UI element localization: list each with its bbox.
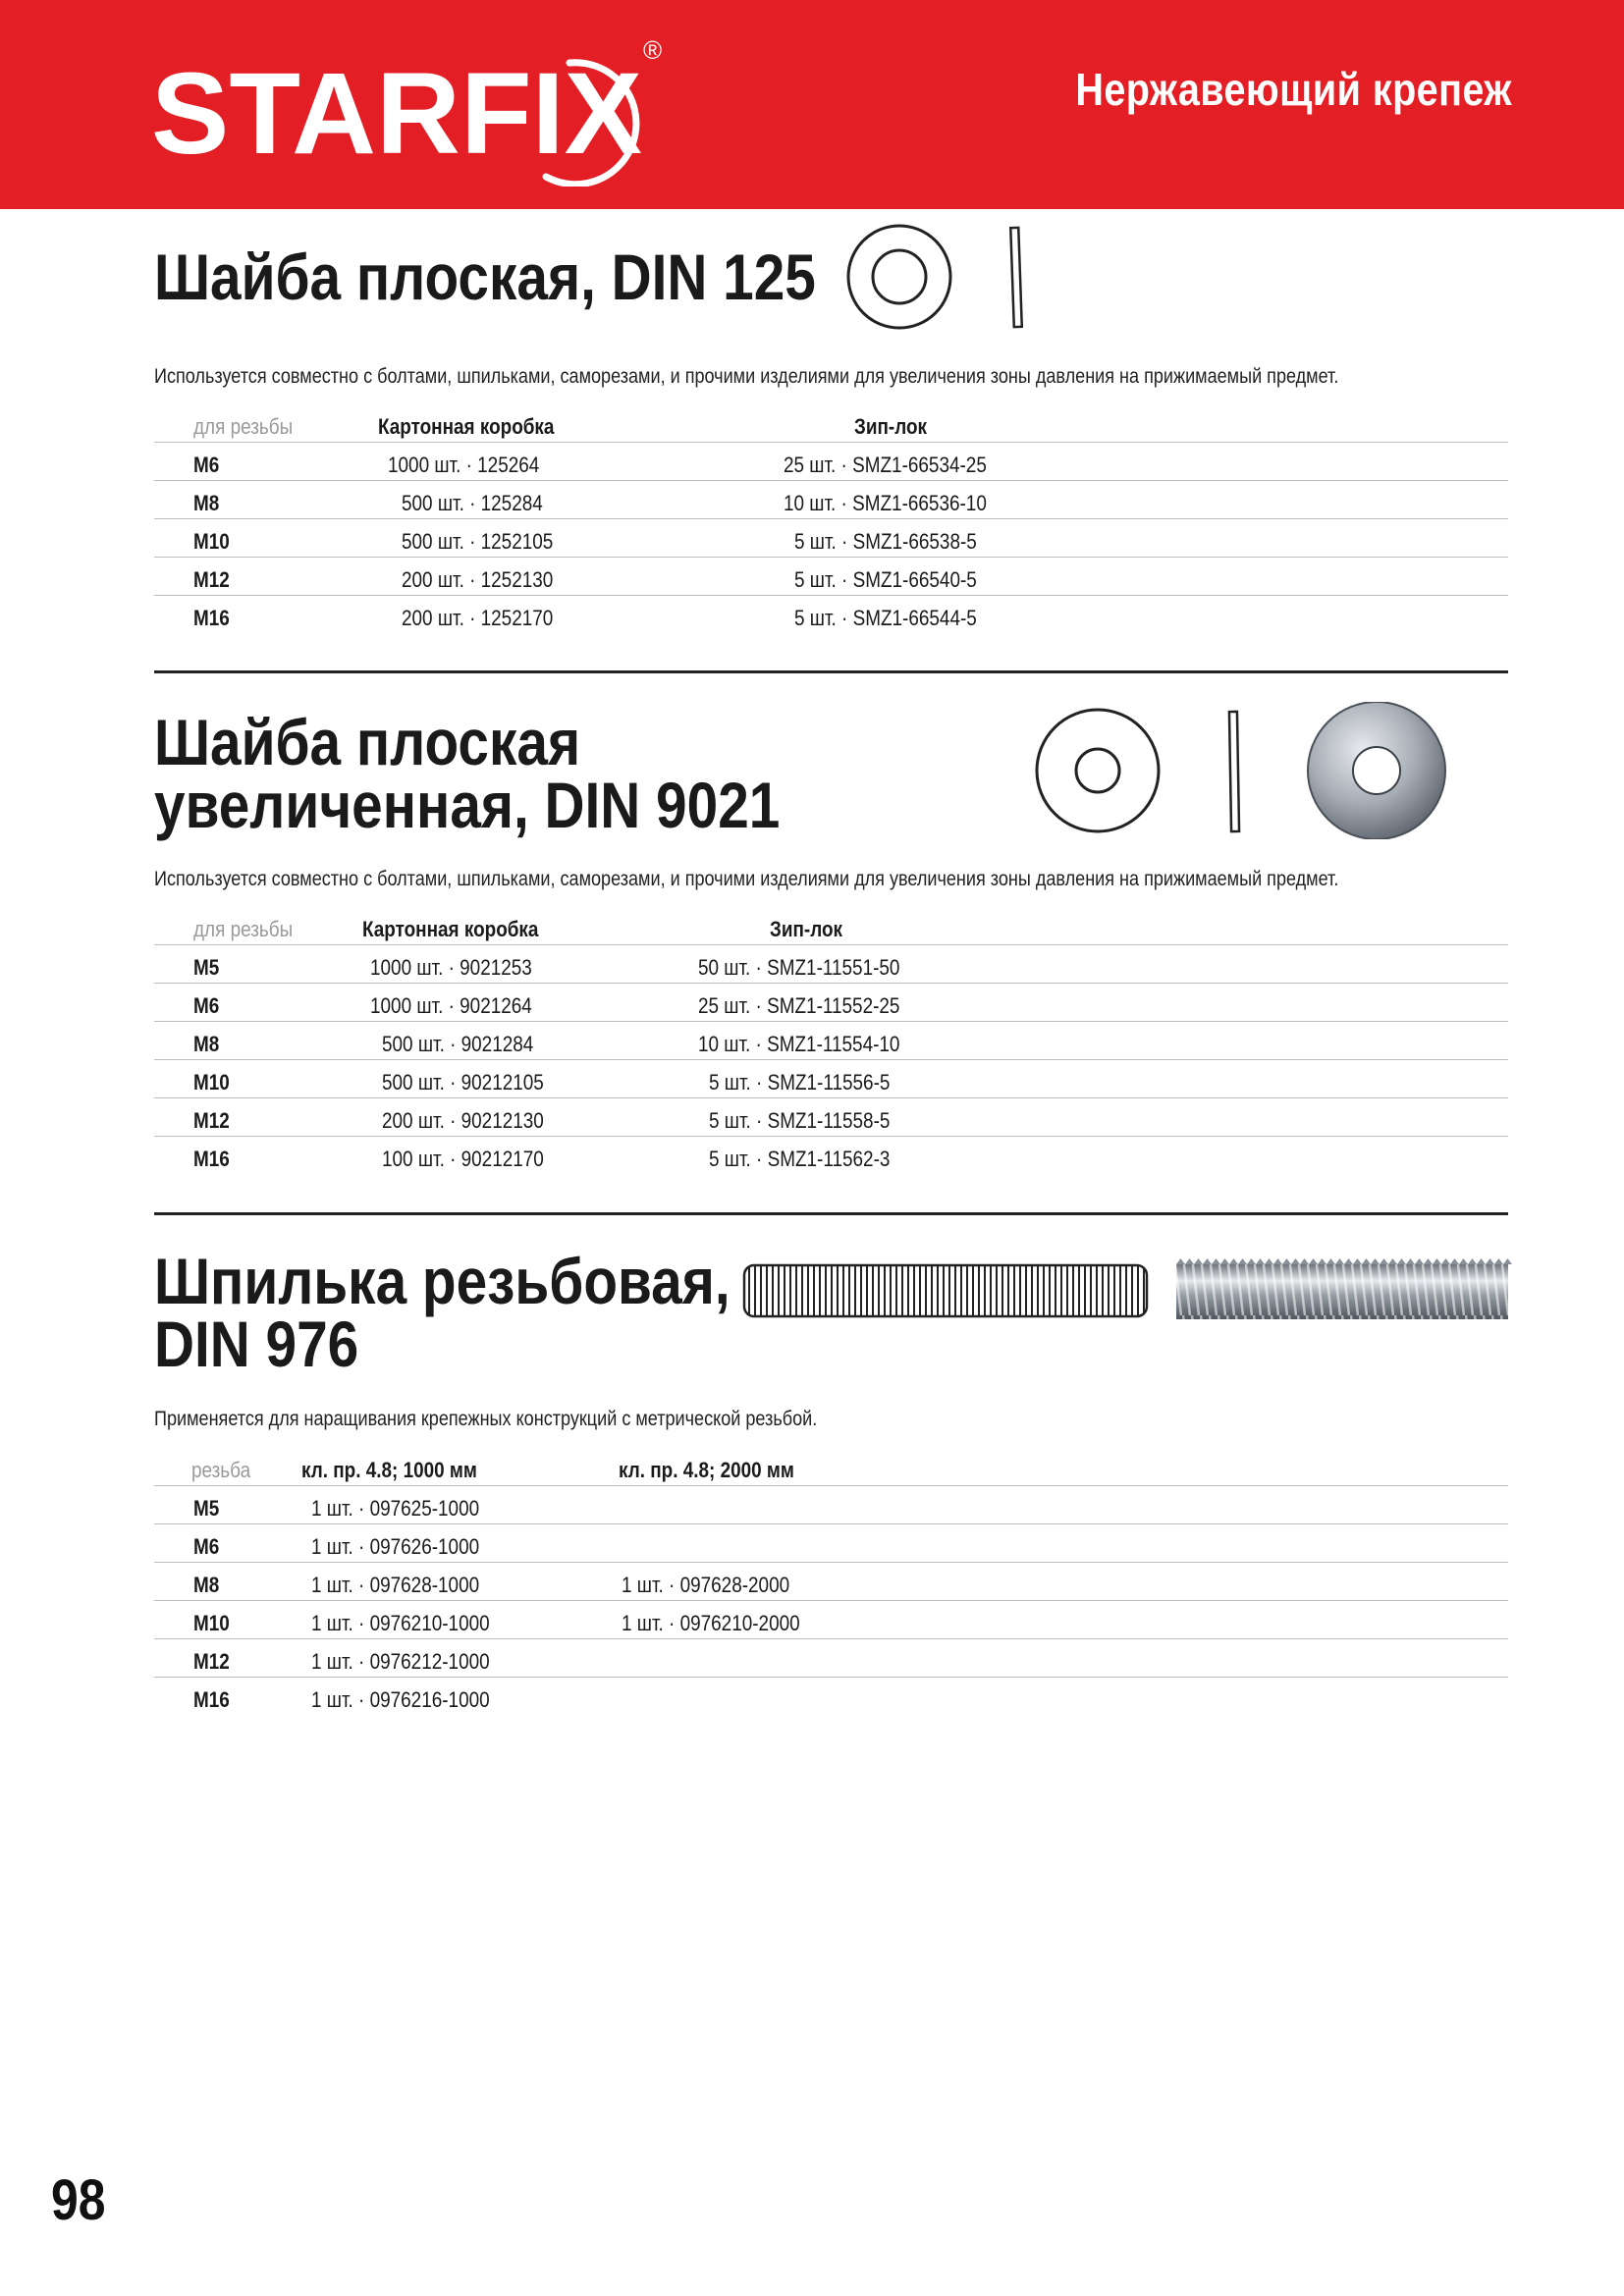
thread-size: M8 <box>193 491 220 515</box>
ziplock-value: 5 шт. · SMZ1-11562-3 <box>709 1147 891 1171</box>
table-row <box>154 1137 1508 1174</box>
table-header <box>154 1448 1508 1486</box>
ziplock-value: 5 шт. · SMZ1-66544-5 <box>794 606 977 630</box>
page-number: 98 <box>51 2168 106 2232</box>
table-row <box>154 945 1508 984</box>
thread-size: M16 <box>193 606 230 630</box>
washer-photo-icon <box>1308 702 1445 839</box>
box-value: 500 шт. · 125284 <box>402 491 543 515</box>
header-bar <box>0 0 1624 209</box>
box-value: 500 шт. · 1252105 <box>402 529 554 554</box>
rod-illustrations-din976 <box>740 1256 1512 1327</box>
section-divider <box>154 670 1508 673</box>
title-line-1: Шпилька резьбовая, <box>154 1245 731 1317</box>
table-row <box>154 481 1508 519</box>
rod-1000-value: 1 шт. · 097628-1000 <box>311 1573 480 1597</box>
box-value: 200 шт. · 90212130 <box>382 1108 544 1133</box>
thread-size: M10 <box>193 529 230 554</box>
threaded-rod-photo-icon <box>1176 1258 1512 1319</box>
category-title: Нержавеющий крепеж <box>1075 64 1512 115</box>
thread-size: M12 <box>193 1649 230 1674</box>
box-value: 200 шт. · 1252130 <box>402 567 554 592</box>
table-row <box>154 1678 1508 1715</box>
table-row <box>154 1098 1508 1137</box>
logo-text: STARFIX <box>151 49 642 179</box>
section-title-din125: Шайба плоская, DIN 125 <box>154 240 816 313</box>
thread-size: M8 <box>193 1032 220 1056</box>
thread-size: M10 <box>193 1070 230 1095</box>
washer-illustrations-din125 <box>846 222 1023 332</box>
col-thread: для резьбы <box>193 414 294 439</box>
box-value: 100 шт. · 90212170 <box>382 1147 544 1171</box>
washer-side-icon <box>1010 228 1022 327</box>
thread-size: M8 <box>193 1573 220 1597</box>
registered-mark: ® <box>643 35 663 65</box>
description-din125: Используется совместно с болтами, шпильками, саморезами, и прочими изделиями для увеличения зоны давления на прижимаемый предмет. <box>154 365 1339 388</box>
section-divider <box>154 1212 1508 1215</box>
col-thread: для резьбы <box>193 917 294 941</box>
box-value: 1000 шт. · 9021253 <box>370 955 532 980</box>
ziplock-value: 5 шт. · SMZ1-66540-5 <box>794 567 977 592</box>
rod-1000-value: 1 шт. · 0976210-1000 <box>311 1611 490 1635</box>
ziplock-value: 10 шт. · SMZ1-66536-10 <box>784 491 987 515</box>
box-value: 200 шт. · 1252170 <box>402 606 554 630</box>
col-2000mm: кл. пр. 4.8; 2000 мм <box>619 1458 794 1482</box>
box-value: 500 шт. · 90212105 <box>382 1070 544 1095</box>
thread-size: M5 <box>193 955 220 980</box>
threaded-rod-drawing-icon <box>744 1265 1147 1316</box>
section-title-din976 <box>154 1245 731 1380</box>
rod-2000-value: 1 шт. · 097628-2000 <box>622 1573 790 1597</box>
table-row <box>154 596 1508 633</box>
washer-side-icon <box>1229 712 1239 831</box>
rod-1000-value: 1 шт. · 097626-1000 <box>311 1534 480 1559</box>
thread-size: M5 <box>193 1496 220 1521</box>
thread-size: M6 <box>193 1534 220 1559</box>
washer-outline-icon <box>848 226 950 328</box>
table-din976 <box>154 1448 1508 1715</box>
col-ziplock: Зип-лок <box>770 917 843 941</box>
ziplock-value: 10 шт. · SMZ1-11554-10 <box>698 1032 900 1056</box>
table-row <box>154 558 1508 596</box>
thread-size: M12 <box>193 567 230 592</box>
table-din9021 <box>154 907 1508 1174</box>
washer-outline-icon <box>1037 710 1159 831</box>
col-thread: резьба <box>191 1458 251 1482</box>
title-line-2: увеличенная, DIN 9021 <box>154 769 781 841</box>
title-line-1: Шайба плоская <box>154 706 581 778</box>
box-value: 1000 шт. · 125264 <box>388 453 540 477</box>
col-ziplock: Зип-лок <box>854 414 928 439</box>
section-title-din9021 <box>154 706 781 841</box>
rod-2000-value: 1 шт. · 0976210-2000 <box>622 1611 800 1635</box>
thread-size: M16 <box>193 1147 230 1171</box>
thread-size: M6 <box>193 993 220 1018</box>
col-box: Картонная коробка <box>378 414 555 439</box>
table-row <box>154 519 1508 558</box>
box-value: 500 шт. · 9021284 <box>382 1032 534 1056</box>
title-line-2: DIN 976 <box>154 1308 359 1380</box>
table-row <box>154 443 1508 481</box>
description-din976: Применяется для наращивания крепежных конструкций с метрической резьбой. <box>154 1408 818 1430</box>
table-row <box>154 1022 1508 1060</box>
ziplock-value: 5 шт. · SMZ1-11558-5 <box>709 1108 891 1133</box>
thread-size: M12 <box>193 1108 230 1133</box>
washer-illustrations-din9021 <box>1033 702 1455 839</box>
thread-size: M6 <box>193 453 220 477</box>
ziplock-value: 25 шт. · SMZ1-11552-25 <box>698 993 900 1018</box>
ziplock-value: 5 шт. · SMZ1-66538-5 <box>794 529 977 554</box>
table-row <box>154 1524 1508 1563</box>
ziplock-value: 5 шт. · SMZ1-11556-5 <box>709 1070 891 1095</box>
table-row <box>154 1486 1508 1524</box>
table-row <box>154 1601 1508 1639</box>
starfix-logo <box>147 29 677 187</box>
table-row <box>154 1060 1508 1098</box>
col-box: Картонная коробка <box>362 917 539 941</box>
table-header <box>154 404 1508 443</box>
rod-1000-value: 1 шт. · 0976216-1000 <box>311 1687 490 1712</box>
box-value: 1000 шт. · 9021264 <box>370 993 532 1018</box>
table-row <box>154 984 1508 1022</box>
rod-1000-value: 1 шт. · 097625-1000 <box>311 1496 480 1521</box>
rod-1000-value: 1 шт. · 0976212-1000 <box>311 1649 490 1674</box>
table-header <box>154 907 1508 945</box>
description-din9021: Используется совместно с болтами, шпильками, саморезами, и прочими изделиями для увеличения зоны давления на прижимаемый предмет. <box>154 868 1339 890</box>
col-1000mm: кл. пр. 4.8; 1000 мм <box>301 1458 477 1482</box>
ziplock-value: 25 шт. · SMZ1-66534-25 <box>784 453 987 477</box>
table-din125 <box>154 404 1508 633</box>
table-row <box>154 1563 1508 1601</box>
thread-size: M10 <box>193 1611 230 1635</box>
ziplock-value: 50 шт. · SMZ1-11551-50 <box>698 955 900 980</box>
table-row <box>154 1639 1508 1678</box>
thread-size: M16 <box>193 1687 230 1712</box>
